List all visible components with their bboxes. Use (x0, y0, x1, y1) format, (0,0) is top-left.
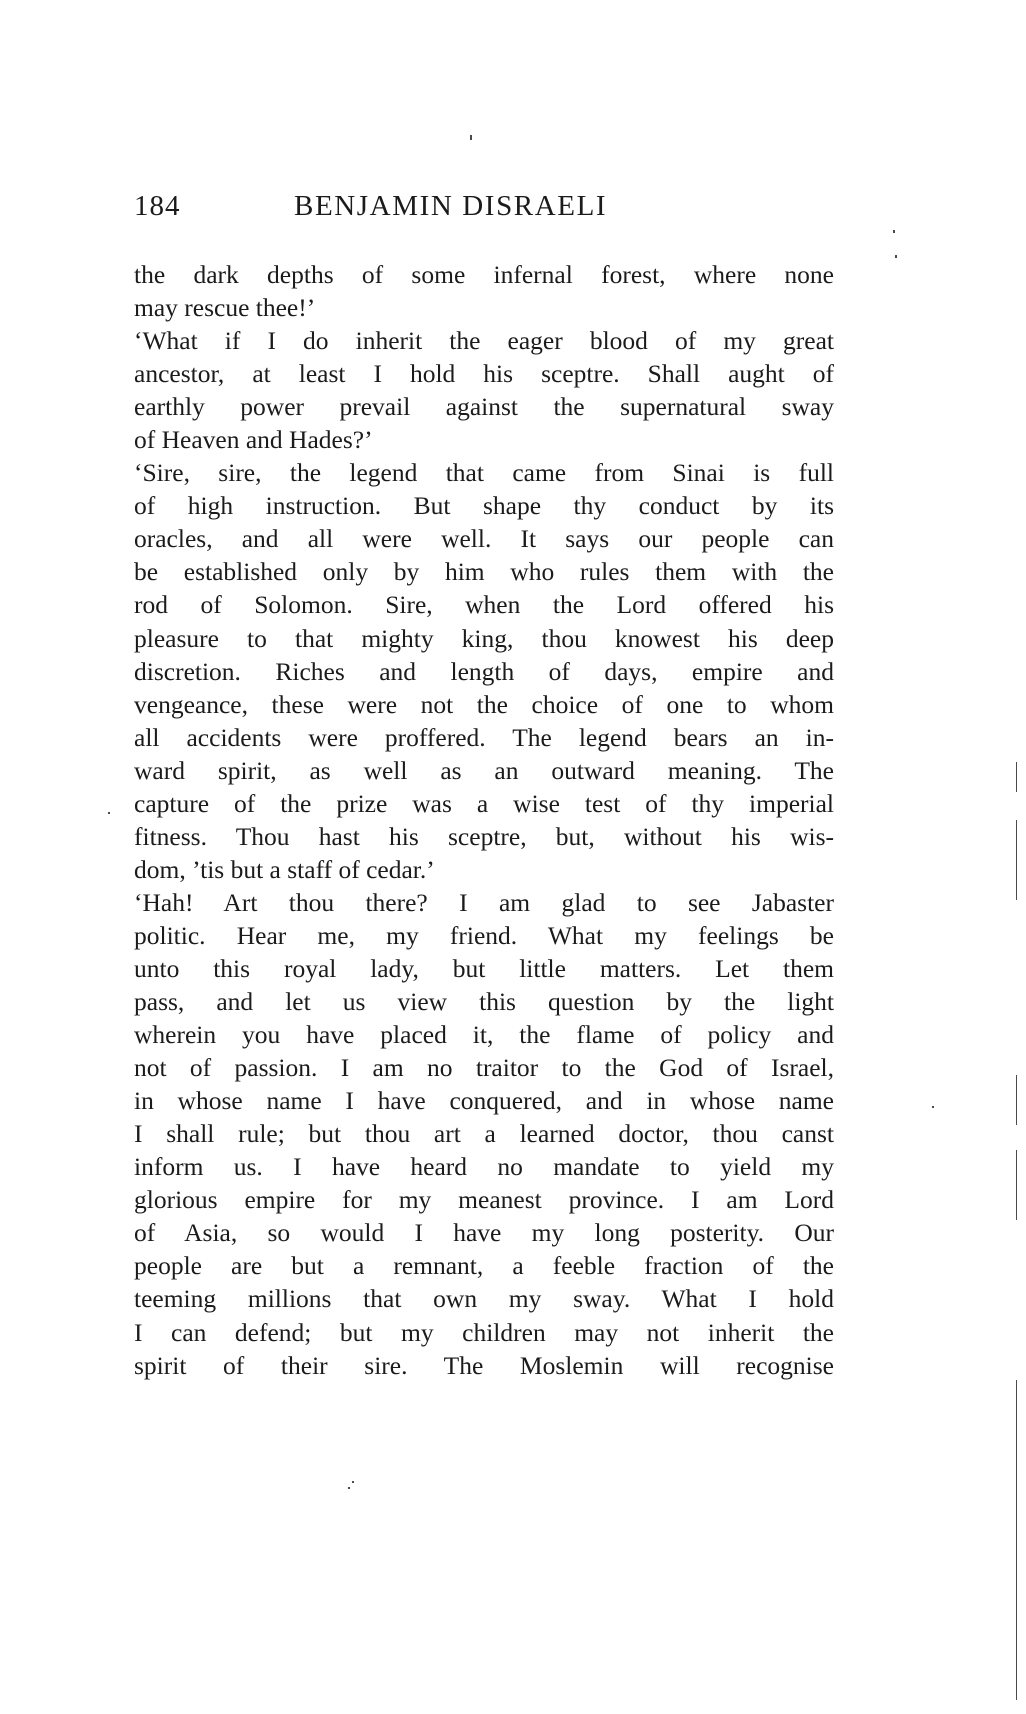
text-line: people are but a remnant, a feeble fraction of the (134, 1251, 834, 1281)
text-line: inform us. I have heard no mandate to yield my (134, 1152, 834, 1182)
scan-edge-mark (1016, 820, 1017, 900)
scan-speck (108, 812, 110, 814)
text-line: of high instruction. But shape thy conduct by its (134, 491, 834, 521)
text-line: in whose name I have conquered, and in whose name (134, 1086, 834, 1116)
scan-speck (470, 135, 472, 140)
page-number: 184 (134, 190, 181, 222)
text-line: glorious empire for my meanest province. I am Lord (134, 1185, 834, 1215)
scan-speck (932, 1106, 934, 1108)
text-line: pleasure to that mighty king, thou knowest his deep (134, 623, 834, 653)
scan-speck (348, 1487, 350, 1489)
text-line: politic. Hear me, my friend. What my feelings be (134, 920, 834, 950)
text-line: ‘What if I do inherit the eager blood of my great (134, 326, 834, 356)
text-line: discretion. Riches and length of days, empire and (134, 656, 834, 686)
text-line: earthly power prevail against the supernatural sway (134, 392, 834, 422)
text-line: of Asia, so would I have my long posterity. Our (134, 1218, 834, 1248)
text-line: rod of Solomon. Sire, when the Lord offered his (134, 590, 834, 620)
text-line: pass, and let us view this question by the light (134, 987, 834, 1017)
text-line: I shall rule; but thou art a learned doctor, thou canst (134, 1119, 834, 1149)
text-line: may rescue thee!’ (134, 293, 316, 323)
text-line: of Heaven and Hades?’ (134, 425, 373, 455)
text-line: ‘Hah! Art thou there? I am glad to see Jabaster (134, 887, 834, 917)
text-line: oracles, and all were well. It says our people can (134, 524, 834, 554)
scan-speck (352, 1481, 354, 1483)
running-title: BENJAMIN DISRAELI (294, 190, 608, 222)
text-line: wherein you have placed it, the flame of policy and (134, 1020, 834, 1050)
text-line: vengeance, these were not the choice of one to whom (134, 689, 834, 719)
text-line: dom, ’tis but a staff of cedar.’ (134, 854, 435, 884)
text-line: ‘Sire, sire, the legend that came from Sinai is full (134, 458, 834, 488)
scan-edge-mark (1016, 762, 1017, 792)
text-line: spirit of their sire. The Moslemin will recognise (134, 1350, 834, 1380)
scan-edge-mark (1016, 1075, 1017, 1125)
running-head (134, 190, 834, 230)
text-line: I can defend; but my children may not inherit the (134, 1317, 834, 1347)
text-line: be established only by him who rules them with the (134, 557, 834, 587)
text-line: ancestor, at least I hold his sceptre. Shall aught of (134, 359, 834, 389)
scan-edge-mark (1016, 1150, 1017, 1220)
text-line: ward spirit, as well as an outward meaning. The (134, 755, 834, 785)
text-line: capture of the prize was a wise test of thy imperial (134, 788, 834, 818)
text-line: the dark depths of some infernal forest, where none (134, 260, 834, 289)
scan-speck (893, 230, 895, 233)
body-text (134, 258, 834, 1382)
text-line: teeming millions that own my sway. What I hold (134, 1284, 834, 1314)
text-line: not of passion. I am no traitor to the God of Israel, (134, 1053, 834, 1083)
scan-speck (895, 255, 897, 258)
text-line: fitness. Thou hast his sceptre, but, without his wis- (134, 821, 834, 851)
text-line: all accidents were proffered. The legend bears an in- (134, 722, 834, 752)
text-line: unto this royal lady, but little matters. Let them (134, 953, 834, 983)
scan-edge-mark (1016, 1380, 1017, 1700)
